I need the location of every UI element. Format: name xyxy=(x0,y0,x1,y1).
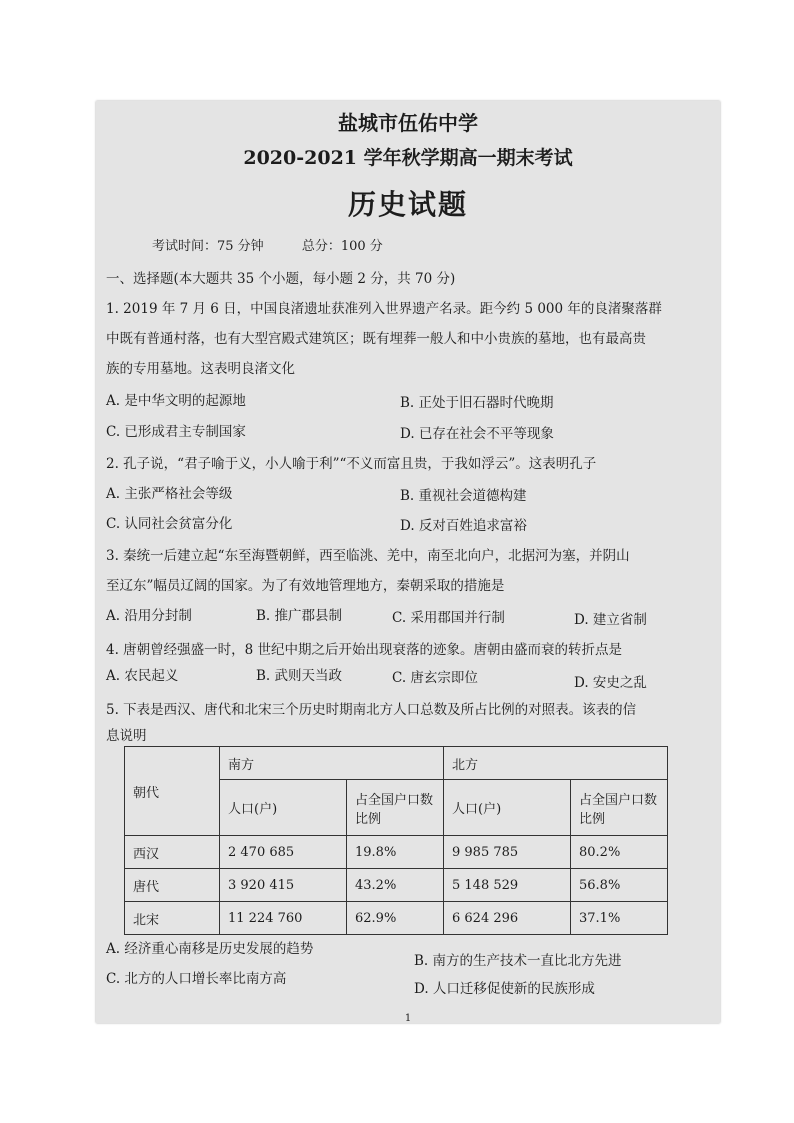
question-2-option-c: C. 认同社会贫富分化 xyxy=(106,516,233,532)
question-1-option-d: D. 已存在社会不平等现象 xyxy=(400,426,554,442)
question-5-line-2: 息说明 xyxy=(106,728,147,744)
question-3-option-c: C. 采用郡国并行制 xyxy=(392,610,505,626)
table-north-header: 北方 xyxy=(444,747,668,780)
exam-paper xyxy=(96,101,720,1023)
table-cell: 5 148 529 xyxy=(444,869,571,902)
table-cell: 80.2% xyxy=(571,836,668,869)
table-south-header: 南方 xyxy=(220,747,444,780)
table-cell: 56.8% xyxy=(571,869,668,902)
subject-title: 历史试题 xyxy=(347,188,468,221)
exam-score: 总分：100 分 xyxy=(301,239,383,254)
question-3-line-1: 3. 秦统一后建立起“东至海暨朝鲜，西至临洮、羌中，南至北向户，北据河为塞，并阴山 xyxy=(106,548,630,564)
question-4-line-1: 4. 唐朝曾经强盛一时，8 世纪中期之后开始出现衰落的迹象。唐朝由盛而衰的转折点是 xyxy=(106,642,623,658)
question-2-line-1: 2. 孔子说，“君子喻于义，小人喻于利”“不义而富且贵，于我如浮云”。这表明孔子 xyxy=(106,456,597,472)
table-cell: 37.1% xyxy=(571,902,668,935)
question-1-option-b: B. 正处于旧石器时代晚期 xyxy=(400,395,554,411)
question-5-option-c: C. 北方的人口增长率比南方高 xyxy=(106,971,287,987)
question-3-option-b: B. 推广郡县制 xyxy=(256,608,343,624)
table-cell: 9 985 785 xyxy=(444,836,571,869)
table-row xyxy=(125,869,668,902)
question-1-option-a: A. 是中华文明的起源地 xyxy=(106,393,246,409)
exam-time: 考试时间：75 分钟 xyxy=(152,239,264,254)
question-3-line-2: 至辽东”幅员辽阔的国家。为了有效地管理地方，秦朝采取的措施是 xyxy=(106,578,505,594)
question-4-option-a: A. 农民起义 xyxy=(106,668,179,684)
table-cell: 3 920 415 xyxy=(220,869,347,902)
table-subheader: 人口(户) xyxy=(220,780,347,836)
table-cell: 62.9% xyxy=(347,902,444,935)
question-3-option-a: A. 沿用分封制 xyxy=(106,608,192,624)
question-5-line-1: 5. 下表是西汉、唐代和北宋三个历史时期南北方人口总数及所占比例的对照表。该表的信 xyxy=(106,702,637,718)
question-1-line-3: 族的专用墓地。这表明良渚文化 xyxy=(106,361,295,377)
question-4-option-b: B. 武则天当政 xyxy=(256,668,343,684)
question-1-line-2: 中既有普通村落，也有大型宫殿式建筑区；既有埋葬一般人和中小贵族的墓地，也有最高贵 xyxy=(106,331,646,347)
question-1-option-c: C. 已形成君主专制国家 xyxy=(106,424,246,440)
table-cell: 19.8% xyxy=(347,836,444,869)
table-subheader: 占全国户口数比例 xyxy=(571,780,668,836)
table-row xyxy=(125,836,668,869)
question-5-option-d: D. 人口迁移促使新的民族形成 xyxy=(414,981,595,997)
question-5-option-b: B. 南方的生产技术一直比北方先进 xyxy=(414,953,622,969)
table-cell: 北宋 xyxy=(125,902,220,935)
question-2-option-d: D. 反对百姓追求富裕 xyxy=(400,518,527,534)
table-cell: 11 224 760 xyxy=(220,902,347,935)
table-cell: 唐代 xyxy=(125,869,220,902)
question-2-option-a: A. 主张严格社会等级 xyxy=(106,486,233,502)
table-subheader: 人口(户) xyxy=(444,780,571,836)
table-row xyxy=(125,902,668,935)
table-cell: 2 470 685 xyxy=(220,836,347,869)
section-heading: 一、选择题(本大题共 35 个小题，每小题 2 分，共 70 分) xyxy=(106,271,456,287)
question-3-option-d: D. 建立省制 xyxy=(574,612,647,628)
table-corner-header: 朝代 xyxy=(125,747,220,836)
table-subheader: 占全国户口数比例 xyxy=(347,780,444,836)
exam-title: 2020-2021 学年秋学期高一期末考试 xyxy=(243,147,573,169)
table-cell: 43.2% xyxy=(347,869,444,902)
table-cell: 西汉 xyxy=(125,836,220,869)
page-number: 1 xyxy=(404,1013,412,1024)
question-1-line-1: 1. 2019 年 7 月 6 日，中国良渚遗址获准列入世界遗产名录。距今约 5 000 年的良渚聚落群 xyxy=(106,301,662,317)
question-4-option-c: C. 唐玄宗即位 xyxy=(392,670,478,686)
question-4-option-d: D. 安史之乱 xyxy=(574,675,647,691)
exam-meta xyxy=(152,235,417,254)
table-cell: 6 624 296 xyxy=(444,902,571,935)
question-2-option-b: B. 重视社会道德构建 xyxy=(400,488,527,504)
question-5-option-a: A. 经济重心南移是历史发展的趋势 xyxy=(106,941,314,957)
school-name: 盐城市伍佑中学 xyxy=(338,111,478,135)
population-table xyxy=(124,746,668,935)
